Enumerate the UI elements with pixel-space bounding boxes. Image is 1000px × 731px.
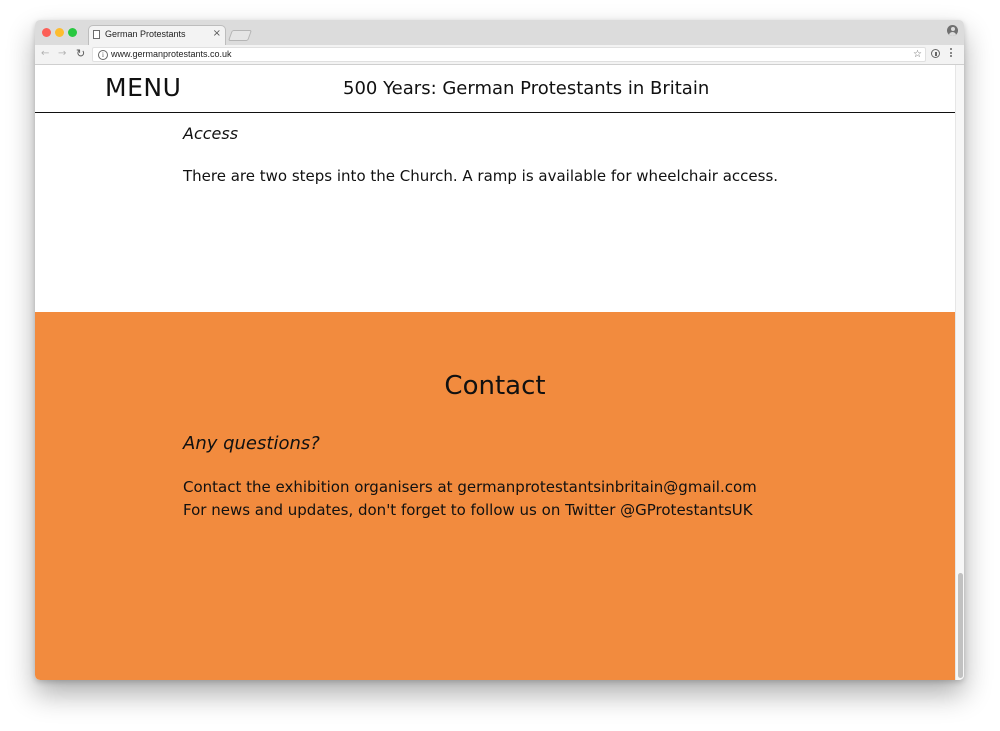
minimize-window-button[interactable] — [55, 28, 64, 37]
contact-email-link[interactable]: germanprotestantsinbritain@gmail.com — [457, 478, 757, 496]
site-info-icon[interactable]: i — [98, 50, 108, 60]
back-arrow-icon[interactable]: ← — [41, 48, 50, 59]
twitter-link[interactable]: @GProtestantsUK — [620, 501, 753, 519]
page-icon — [93, 30, 100, 39]
bookmark-star-icon[interactable]: ☆ — [913, 49, 922, 60]
profile-icon[interactable] — [947, 25, 958, 36]
contact-section — [35, 312, 955, 680]
forward-arrow-icon[interactable]: → — [58, 48, 67, 59]
menu-button[interactable]: MENU — [105, 73, 182, 102]
browser-titlebar — [35, 20, 964, 45]
site-header — [35, 65, 955, 113]
address-bar[interactable] — [92, 47, 926, 62]
page-viewport — [35, 65, 964, 680]
contact-email-line — [183, 478, 757, 496]
browser-menu-icon[interactable] — [950, 48, 953, 60]
url-text[interactable]: www.germanprotestants.co.uk — [111, 49, 232, 59]
browser-tab[interactable] — [88, 25, 226, 45]
contact-twitter-line — [183, 501, 753, 519]
contact-twitter-prefix: For news and updates, don't forget to follow us on Twitter — [183, 501, 621, 519]
browser-toolbar — [35, 45, 964, 65]
access-heading: Access — [183, 124, 239, 143]
site-title[interactable]: 500 Years: German Protestants in Britain — [343, 78, 710, 99]
tab-title: German Protestants — [105, 29, 186, 39]
contact-heading: Contact — [444, 371, 546, 401]
contact-email-prefix: Contact the exhibition organisers at — [183, 478, 458, 496]
access-section — [35, 113, 955, 312]
access-text: There are two steps into the Church. A ramp is available for wheelchair access. — [183, 167, 779, 185]
reload-icon[interactable]: ↻ — [76, 47, 86, 60]
scrollbar-thumb[interactable] — [958, 573, 963, 678]
tab-close-icon[interactable]: × — [212, 28, 221, 39]
new-tab-button[interactable] — [228, 30, 252, 41]
page-scrollbar[interactable] — [955, 65, 964, 680]
maximize-window-button[interactable] — [68, 28, 77, 37]
extension-icon[interactable] — [931, 49, 940, 58]
contact-subheading: Any questions? — [183, 433, 320, 454]
browser-window — [35, 20, 964, 680]
close-window-button[interactable] — [42, 28, 51, 37]
